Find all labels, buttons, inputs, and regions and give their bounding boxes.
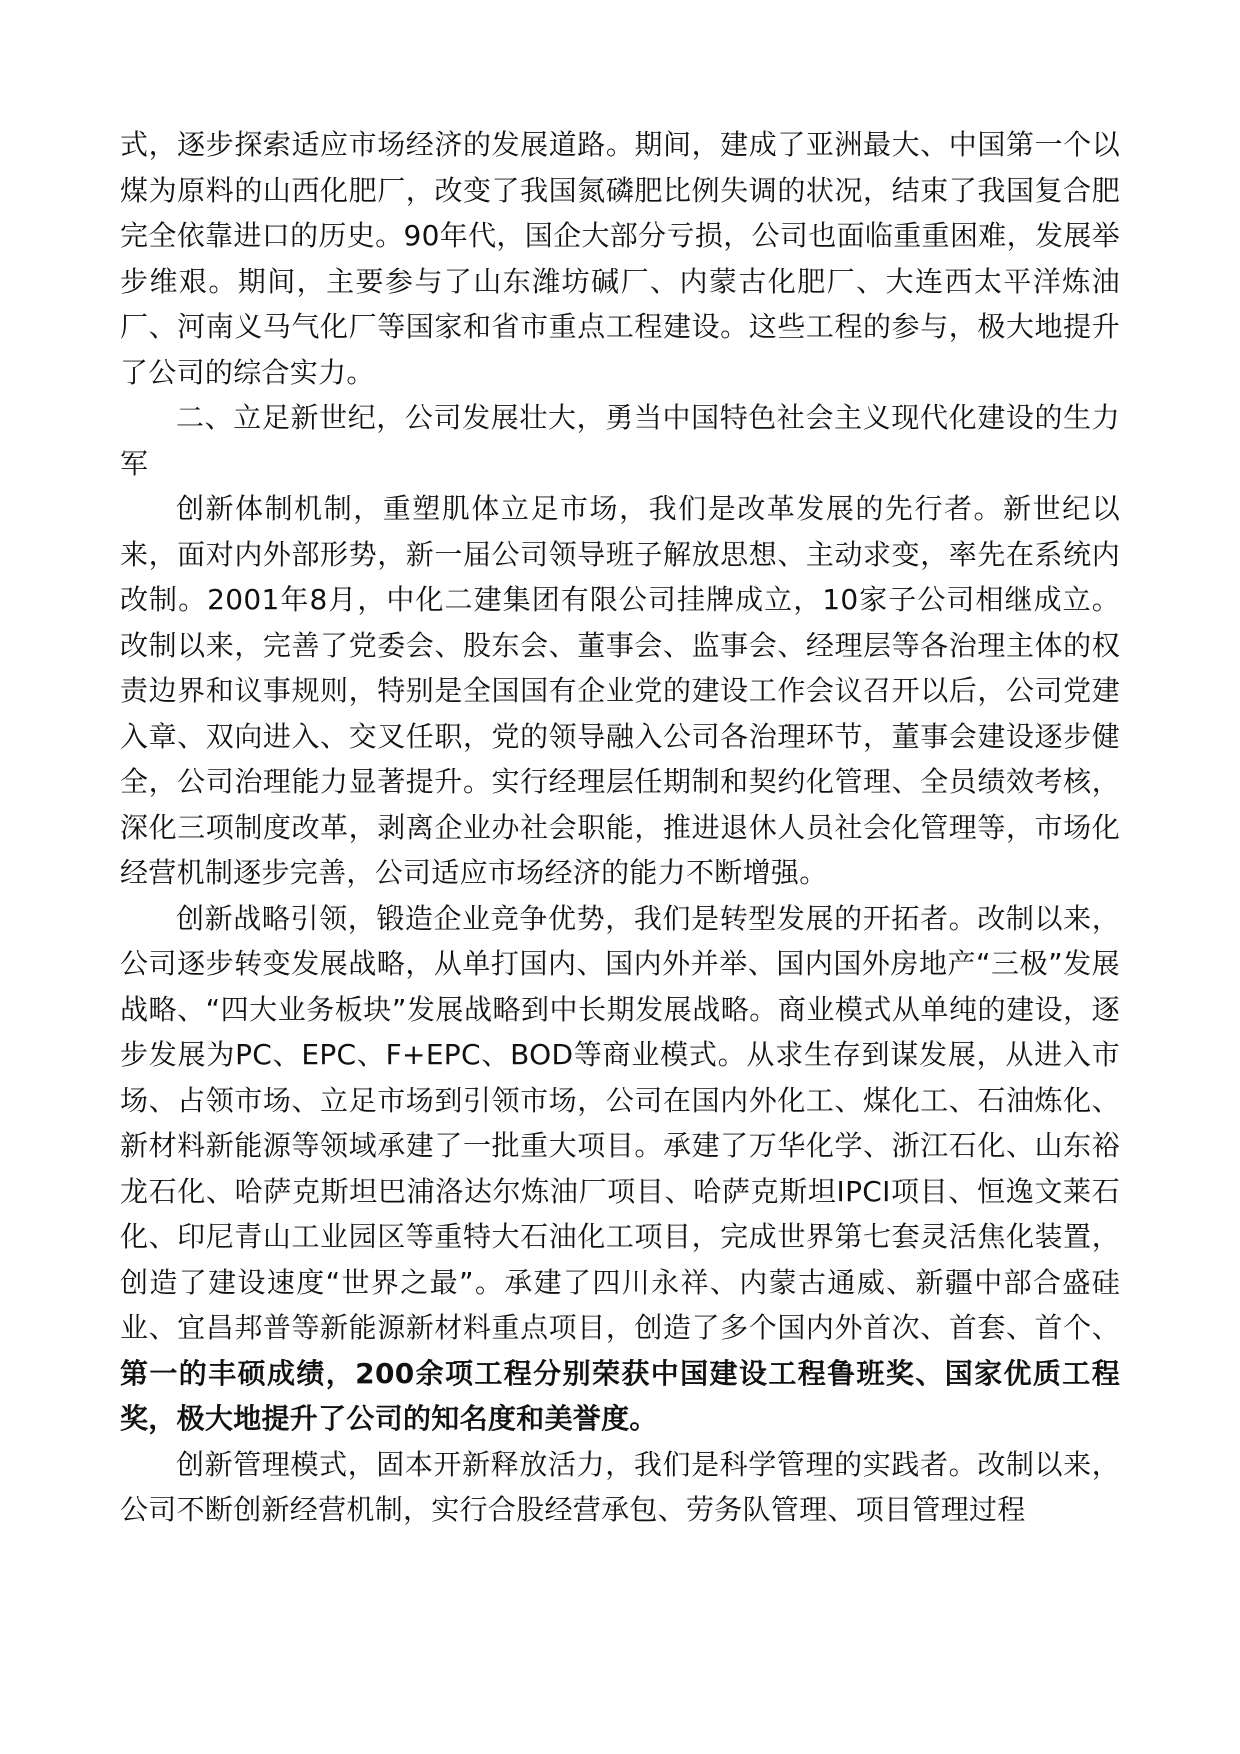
paragraph-strategic-innovation-text: 创新战略引领，锻造企业竞争优势，我们是转型发展的开拓者。改制以来，公司逐步转变发展战略，从单打国内、国内外并举、国内国外房地产“三极”发展战略、“四大业务板块”发展战略到中长期发展战略。商业模式从单纯的建设，逐步发展为PC、EPC、F+EPC、BOD等商业模式。从求生存到谋发展，从进入市场、占领市场、立足市场到引领市场，公司在国内外化工、煤化工、石油炼化、新材料新能源等领域承建了一批重大项目。承建了万华化学、浙江石化、山东裕龙石化、哈萨克斯坦巴浦洛达尔炼油厂项目、哈萨克斯坦IPCI项目、恒逸文莱石化、印尼青山工业园区等重特大石油化工项目，完成世界第七套灵活焦化装置，创造了建设速度“世界之最”。承建了四川永祥、内蒙古通威、新疆中部合盛硅业、宜昌邦普等新能源新材料重点项目，创造了多个国内外首次、首套、首个、 <box>120 901 1120 1344</box>
section-heading-2-text: 二、立足新世纪，公司发展壮大，勇当中国特色社会主义现代化建设的生力军 <box>120 401 1120 480</box>
paragraph-institutional-innovation <box>120 486 1120 896</box>
paragraph-1-text: 式，逐步探索适应市场经济的发展道路。期间，建成了亚洲最大、中国第一个以煤为原料的山西化肥厂，改变了我国氮磷肥比例失调的状况，结束了我国复合肥完全依靠进口的历史。90年代，国企大部分亏损，公司也面临重重困难，发展举步维艰。期间，主要参与了山东潍坊碱厂、内蒙古化肥厂、大连西太平洋炼油厂、河南义马气化厂等国家和省市重点工程建设。这些工程的参与，极大地提升了公司的综合实力。 <box>120 128 1120 389</box>
paragraph-strategic-innovation <box>120 896 1120 1442</box>
section-heading-2 <box>120 395 1120 486</box>
paragraph-strategic-innovation-bold-text: 第一的丰硕成绩，200余项工程分别荣获中国建设工程鲁班奖、国家优质工程奖，极大地提升了公司的知名度和美誉度。 <box>120 1356 1120 1435</box>
paragraph-institutional-innovation-text: 创新体制机制，重塑肌体立足市场，我们是改革发展的先行者。新世纪以来，面对内外部形势，新一届公司领导班子解放思想、主动求变，率先在系统内改制。2001年8月，中化二建集团有限公司挂牌成立，10家子公司相继成立。改制以来，完善了党委会、股东会、董事会、监事会、经理层等各治理主体的权责边界和议事规则，特别是全国国有企业党的建设工作会议召开以后，公司党建入章、双向进入、交叉任职，党的领导融入公司各治理环节，董事会建设逐步健全，公司治理能力显著提升。实行经理层任期制和契约化管理、全员绩效考核，深化三项制度改革，剥离企业办社会职能，推进退休人员社会化管理等，市场化经营机制逐步完善，公司适应市场经济的能力不断增强。 <box>120 492 1120 889</box>
paragraph-management-innovation <box>120 1442 1120 1533</box>
paragraph-1 <box>120 122 1120 395</box>
paragraph-management-innovation-text: 创新管理模式，固本开新释放活力，我们是科学管理的实践者。改制以来，公司不断创新经营机制，实行合股经营承包、劳务队管理、项目管理过程 <box>120 1447 1120 1526</box>
document-body <box>120 122 1120 1533</box>
